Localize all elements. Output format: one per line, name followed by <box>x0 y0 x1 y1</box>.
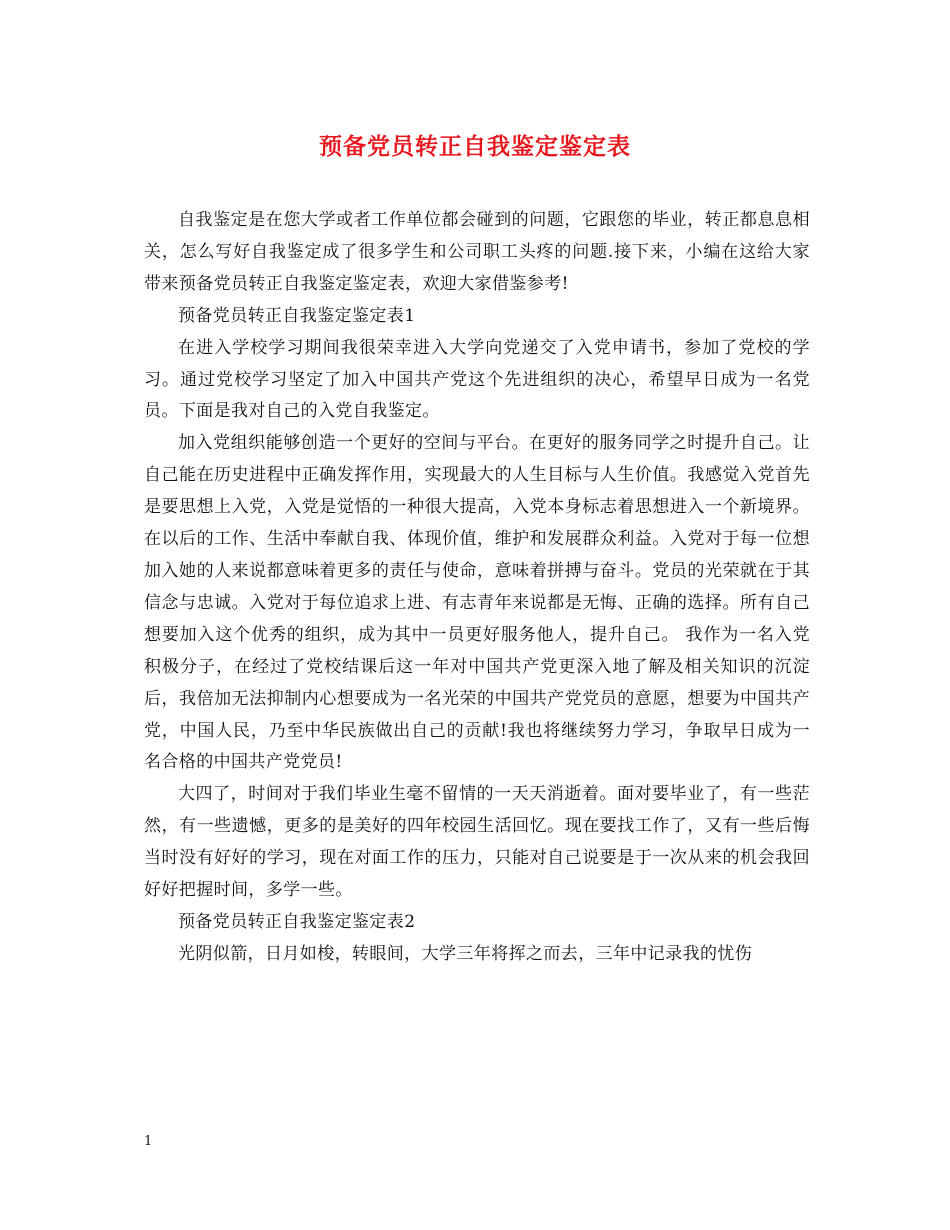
intro-paragraph: 自我鉴定是在您大学或者工作单位都会碰到的问题，它跟您的毕业，转正都息息相关，怎么写好自我鉴定成了很多学生和公司职工头疼的问题.接下来，小编在这给大家带来预备党员转正自我鉴定鉴定表，欢迎大家借鉴参考! <box>144 210 810 294</box>
page-number: 1 <box>144 1134 153 1149</box>
section-2-paragraph-1: 光阴似箭，日月如梭，转眼间，大学三年将挥之而去，三年中记录我的忧伤 <box>178 943 753 964</box>
document-title: 预备党员转正自我鉴定鉴定表 <box>319 133 631 160</box>
section-1-paragraph-3: 大四了，时间对于我们毕业生毫不留情的一天天消逝着。面对要毕业了，有一些茫然，有一些遗憾，更多的是美好的四年校园生活回忆。现在要找工作了，又有一些后悔当时没有好好的学习，现在对面工作的压力，只能对自己说要是于一次从来的机会我回好好把握时间，多学一些。 <box>144 784 810 901</box>
section-2-heading: 预备党员转正自我鉴定鉴定表2 <box>178 911 416 932</box>
section-1-paragraph-2: 加入党组织能够创造一个更好的空间与平台。在更好的服务同学之时提升自己。让自己能在历史进程中正确发挥作用，实现最大的人生目标与人生价值。我感觉入党首先是要思想上入党，入党是觉悟的一种很大提高，入党本身标志着思想进入一个新境界。在以后的工作、生活中奉献自我、体现价值，维护和发展群众利益。入党对于每一位想加入她的人来说都意味着更多的责任与使命，意味着拼搏与奋斗。党员的光荣就在于其信念与忠诚。入党对于每位追求上进、有志青年来说都是无悔、正确的选择。所有自己想要加入这个优秀的组织，成为其中一员更好服务他人，提升自己。 我作为一名入党积极分子，在经过了党校结课后这一年对中国共产党更深入地了解及相关知识的沉淀后，我倍加无法抑制内心想要成为一名光荣的中国共产党党员的意愿，想要为中国共产党，中国人民，乃至中华民族做出自己的贡献!我也将继续努力学习，争取早日成为一名合格的中国共产党党员! <box>144 433 810 773</box>
section-1-paragraph-1: 在进入学校学习期间我很荣幸进入大学向党递交了入党申请书，参加了党校的学习。通过党校学习坚定了加入中国共产党这个先进组织的决心，希望早日成为一名党员。下面是我对自己的入党自我鉴定。 <box>144 337 810 422</box>
section-1-heading: 预备党员转正自我鉴定鉴定表1 <box>178 305 416 326</box>
document-body <box>144 205 810 971</box>
